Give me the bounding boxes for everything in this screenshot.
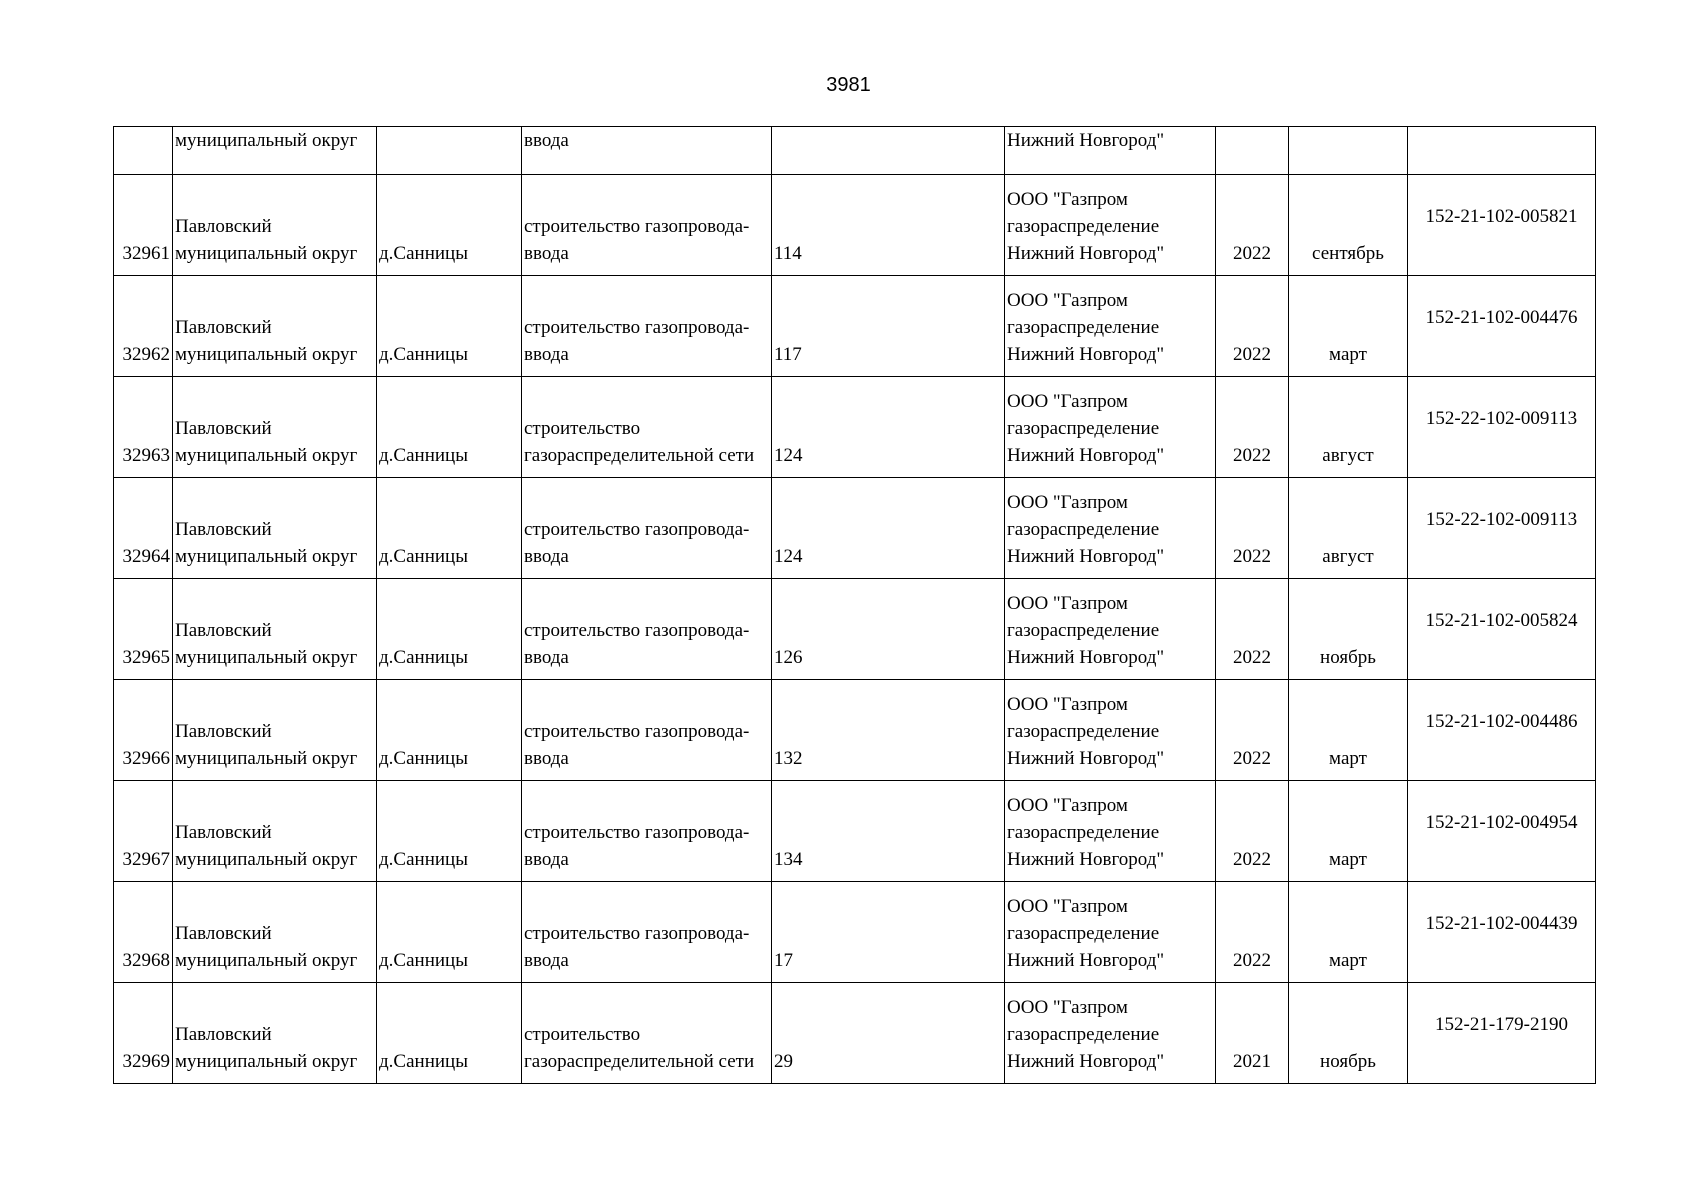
- cell-month-line: март: [1329, 344, 1367, 365]
- cell-work-type-line: строительство газопровода-: [524, 317, 750, 338]
- cell-locality-line: д.Санницы: [379, 748, 468, 769]
- cell-organization-line: Нижний Новгород": [1007, 748, 1165, 769]
- table-row: [114, 579, 1596, 680]
- cell-year: [1216, 579, 1289, 680]
- cell-work-type-line: ввода: [524, 243, 569, 264]
- cell-house: [772, 276, 1005, 377]
- cell-work-type-line: строительство газопровода-: [524, 519, 750, 540]
- cell-month: [1289, 882, 1408, 983]
- cell-locality-line: д.Санницы: [379, 243, 468, 264]
- cell-district: [173, 377, 377, 478]
- cell-organization-line: газораспределение: [1007, 1024, 1160, 1045]
- table-row: [114, 882, 1596, 983]
- cell-locality: [377, 175, 522, 276]
- cell-district-line: муниципальный округ: [175, 950, 358, 971]
- cell-district-line: муниципальный округ: [175, 445, 358, 466]
- cell-month-line: сентябрь: [1312, 243, 1384, 264]
- cell-district-line: муниципальный округ: [175, 748, 358, 769]
- cell-district: [173, 781, 377, 882]
- cell-organization: [1005, 478, 1216, 579]
- cell-id: [114, 983, 173, 1084]
- cell-id: [114, 478, 173, 579]
- cell-month: [1289, 127, 1408, 175]
- cell-locality: [377, 127, 522, 175]
- cell-work-type-line: строительство газопровода-: [524, 822, 750, 843]
- cell-month-line: август: [1322, 445, 1374, 466]
- cell-code: [1408, 579, 1596, 680]
- cell-organization-line: газораспределение: [1007, 317, 1160, 338]
- cell-month-line: март: [1329, 950, 1367, 971]
- cell-year: [1216, 276, 1289, 377]
- table-row: [114, 478, 1596, 579]
- cell-code: [1408, 377, 1596, 478]
- cell-locality: [377, 781, 522, 882]
- cell-organization-line: газораспределение: [1007, 216, 1160, 237]
- cell-work-type-line: строительство: [524, 418, 641, 439]
- cell-work-type: [522, 478, 772, 579]
- cell-month: [1289, 579, 1408, 680]
- cell-district-line: муниципальный округ: [175, 546, 358, 567]
- cell-house: [772, 781, 1005, 882]
- cell-district-line: муниципальный округ: [175, 647, 358, 668]
- cell-organization: [1005, 579, 1216, 680]
- cell-house-line: 124: [774, 546, 803, 567]
- cell-code: [1408, 882, 1596, 983]
- cell-district: [173, 579, 377, 680]
- cell-month: [1289, 377, 1408, 478]
- cell-year: [1216, 175, 1289, 276]
- table-row: [114, 276, 1596, 377]
- cell-district: [173, 478, 377, 579]
- cell-work-type: [522, 781, 772, 882]
- cell-house: [772, 127, 1005, 175]
- cell-month-line: август: [1322, 546, 1374, 567]
- cell-locality-line: д.Санницы: [379, 445, 468, 466]
- cell-code: [1408, 276, 1596, 377]
- cell-code-line: 152-21-102-004954: [1425, 812, 1578, 833]
- cell-organization-line: Нижний Новгород": [1007, 950, 1165, 971]
- cell-district-line: Павловский: [175, 317, 272, 338]
- cell-year-line: 2022: [1233, 546, 1271, 567]
- cell-house-line: 124: [774, 445, 803, 466]
- cell-year: [1216, 127, 1289, 175]
- cell-district-line: Павловский: [175, 418, 272, 439]
- cell-house-line: 134: [774, 849, 803, 870]
- cell-district-line: Павловский: [175, 822, 272, 843]
- gasification-table: [113, 126, 1596, 1084]
- cell-year: [1216, 781, 1289, 882]
- cell-work-type: [522, 175, 772, 276]
- cell-id: [114, 276, 173, 377]
- cell-organization: [1005, 175, 1216, 276]
- cell-district-line: Павловский: [175, 1024, 272, 1045]
- cell-work-type-line: ввода: [524, 950, 569, 971]
- cell-house: [772, 175, 1005, 276]
- cell-district-line: Павловский: [175, 216, 272, 237]
- cell-locality: [377, 983, 522, 1084]
- cell-year: [1216, 983, 1289, 1084]
- cell-id-line: 32961: [122, 243, 170, 264]
- cell-house: [772, 680, 1005, 781]
- cell-locality: [377, 680, 522, 781]
- cell-code: [1408, 781, 1596, 882]
- cell-code: [1408, 983, 1596, 1084]
- cell-house-line: 126: [774, 647, 803, 668]
- cell-id-line: 32968: [122, 950, 170, 971]
- cell-district-line: муниципальный округ: [175, 1051, 358, 1072]
- cell-work-type-line: ввода: [524, 546, 569, 567]
- cell-organization: [1005, 377, 1216, 478]
- cell-locality-line: д.Санницы: [379, 344, 468, 365]
- cell-organization-line: Нижний Новгород": [1007, 1051, 1165, 1072]
- table-body: [114, 127, 1596, 1084]
- cell-year-line: 2022: [1233, 344, 1271, 365]
- cell-locality: [377, 377, 522, 478]
- table-row: [114, 175, 1596, 276]
- cell-year-line: 2022: [1233, 849, 1271, 870]
- cell-year-line: 2022: [1233, 243, 1271, 264]
- cell-month: [1289, 680, 1408, 781]
- cell-id: [114, 680, 173, 781]
- cell-organization-line: ООО "Газпром: [1007, 492, 1128, 513]
- cell-work-type-line: газораспределительной сети: [524, 1051, 755, 1072]
- cell-code-line: 152-21-102-005821: [1425, 206, 1578, 227]
- cell-organization: [1005, 680, 1216, 781]
- cell-work-type-line: строительство газопровода-: [524, 721, 750, 742]
- cell-house: [772, 983, 1005, 1084]
- cell-district: муниципальный округ: [173, 127, 377, 175]
- cell-work-type-line: ввода: [524, 647, 569, 668]
- cell-code-line: 152-21-102-004476: [1425, 307, 1578, 328]
- cell-house: [772, 478, 1005, 579]
- table-row: [114, 680, 1596, 781]
- cell-district-line: Павловский: [175, 519, 272, 540]
- cell-locality-line: д.Санницы: [379, 950, 468, 971]
- cell-district: [173, 983, 377, 1084]
- cell-house: [772, 377, 1005, 478]
- cell-id-line: 32966: [122, 748, 170, 769]
- cell-id-line: 32964: [122, 546, 170, 567]
- cell-district: [173, 276, 377, 377]
- cell-organization-line: ООО "Газпром: [1007, 896, 1128, 917]
- cell-work-type: [522, 680, 772, 781]
- page-number: 3981: [826, 74, 871, 96]
- cell-month-line: ноябрь: [1320, 647, 1376, 668]
- cell-work-type-line: ввода: [524, 748, 569, 769]
- cell-work-type-line: строительство газопровода-: [524, 620, 750, 641]
- cell-locality: [377, 276, 522, 377]
- cell-district-line: муниципальный округ: [175, 243, 358, 264]
- cell-house-line: 117: [774, 344, 802, 365]
- cell-month: [1289, 175, 1408, 276]
- cell-id: [114, 781, 173, 882]
- cell-organization-line: ООО "Газпром: [1007, 593, 1128, 614]
- cell-id-line: 32962: [122, 344, 170, 365]
- cell-id-line: 32967: [122, 849, 170, 870]
- cell-code-line: 152-21-102-004439: [1425, 913, 1578, 934]
- cell-year-line: 2022: [1233, 950, 1271, 971]
- cell-organization: Нижний Новгород": [1005, 127, 1216, 175]
- cell-id-line: 32969: [122, 1051, 170, 1072]
- cell-house-line: 29: [774, 1051, 793, 1072]
- cell-work-type: [522, 579, 772, 680]
- cell-organization-line: газораспределение: [1007, 519, 1160, 540]
- cell-district-line: муниципальный округ: [175, 344, 358, 365]
- cell-year: [1216, 377, 1289, 478]
- cell-house-line: 114: [774, 243, 802, 264]
- cell-code-line: 152-21-102-005824: [1425, 610, 1578, 631]
- table-row: [114, 377, 1596, 478]
- cell-month: [1289, 276, 1408, 377]
- cell-district-line: Павловский: [175, 721, 272, 742]
- cell-house: [772, 579, 1005, 680]
- cell-year-line: 2022: [1233, 445, 1271, 466]
- cell-id: [114, 175, 173, 276]
- cell-year: [1216, 882, 1289, 983]
- cell-year: [1216, 478, 1289, 579]
- cell-district-line: Павловский: [175, 620, 272, 641]
- cell-work-type-line: газораспределительной сети: [524, 445, 755, 466]
- cell-code: [1408, 175, 1596, 276]
- cell-organization-line: ООО "Газпром: [1007, 391, 1128, 412]
- cell-organization-line: газораспределение: [1007, 923, 1160, 944]
- cell-code-line: 152-22-102-009113: [1425, 509, 1578, 530]
- cell-organization: [1005, 781, 1216, 882]
- cell-organization-line: газораспределение: [1007, 620, 1160, 641]
- table-row: [114, 983, 1596, 1084]
- cell-work-type: ввода: [522, 127, 772, 175]
- cell-organization-line: Нижний Новгород": [1007, 243, 1165, 264]
- cell-work-type: [522, 983, 772, 1084]
- cell-year: [1216, 680, 1289, 781]
- cell-organization-line: Нижний Новгород": [1007, 445, 1165, 466]
- cell-work-type-line: строительство: [524, 1024, 641, 1045]
- cell-month-line: ноябрь: [1320, 1051, 1376, 1072]
- cell-locality: [377, 882, 522, 983]
- cell-month: [1289, 781, 1408, 882]
- cell-work-type: [522, 377, 772, 478]
- cell-organization-line: Нижний Новгород": [1007, 647, 1165, 668]
- cell-work-type-line: строительство газопровода-: [524, 216, 750, 237]
- cell-locality-line: д.Санницы: [379, 647, 468, 668]
- cell-code: [1408, 478, 1596, 579]
- continuation-row: [114, 127, 1596, 175]
- cell-locality: [377, 478, 522, 579]
- cell-year-line: 2022: [1233, 647, 1271, 668]
- cell-organization-line: ООО "Газпром: [1007, 795, 1128, 816]
- cell-district-line: Павловский: [175, 923, 272, 944]
- cell-organization: [1005, 882, 1216, 983]
- cell-work-type-line: строительство газопровода-: [524, 923, 750, 944]
- table-row: [114, 781, 1596, 882]
- cell-organization-line: Нижний Новгород": [1007, 849, 1165, 870]
- cell-organization: [1005, 276, 1216, 377]
- cell-id: [114, 579, 173, 680]
- cell-locality: [377, 579, 522, 680]
- cell-locality-line: д.Санницы: [379, 849, 468, 870]
- cell-id: [114, 377, 173, 478]
- cell-district-line: муниципальный округ: [175, 849, 358, 870]
- cell-code-line: 152-22-102-009113: [1425, 408, 1578, 429]
- cell-locality-line: д.Санницы: [379, 1051, 468, 1072]
- cell-year-line: 2021: [1233, 1051, 1271, 1072]
- cell-month-line: март: [1329, 748, 1367, 769]
- cell-month-line: март: [1329, 849, 1367, 870]
- cell-work-type: [522, 276, 772, 377]
- cell-house: [772, 882, 1005, 983]
- cell-work-type-line: ввода: [524, 344, 569, 365]
- cell-organization-line: ООО "Газпром: [1007, 997, 1128, 1018]
- cell-work-type: [522, 882, 772, 983]
- cell-organization-line: ООО "Газпром: [1007, 694, 1128, 715]
- cell-district: [173, 882, 377, 983]
- cell-code-line: 152-21-102-004486: [1425, 711, 1578, 732]
- cell-id-line: 32965: [122, 647, 170, 668]
- cell-year-line: 2022: [1233, 748, 1271, 769]
- cell-locality-line: д.Санницы: [379, 546, 468, 567]
- cell-house-line: 17: [774, 950, 793, 971]
- cell-organization-line: газораспределение: [1007, 822, 1160, 843]
- cell-month: [1289, 478, 1408, 579]
- cell-id: [114, 882, 173, 983]
- cell-code: [1408, 127, 1596, 175]
- cell-id: [114, 127, 173, 175]
- cell-work-type-line: ввода: [524, 849, 569, 870]
- cell-organization-line: Нижний Новгород": [1007, 344, 1165, 365]
- cell-district: [173, 680, 377, 781]
- cell-organization-line: ООО "Газпром: [1007, 189, 1128, 210]
- cell-organization-line: газораспределение: [1007, 418, 1160, 439]
- cell-organization-line: газораспределение: [1007, 721, 1160, 742]
- cell-organization-line: Нижний Новгород": [1007, 546, 1165, 567]
- cell-district: [173, 175, 377, 276]
- cell-code-line: 152-21-179-2190: [1435, 1014, 1568, 1035]
- cell-id-line: 32963: [122, 445, 170, 466]
- cell-month: [1289, 983, 1408, 1084]
- cell-code: [1408, 680, 1596, 781]
- cell-organization: [1005, 983, 1216, 1084]
- cell-organization-line: ООО "Газпром: [1007, 290, 1128, 311]
- cell-house-line: 132: [774, 748, 803, 769]
